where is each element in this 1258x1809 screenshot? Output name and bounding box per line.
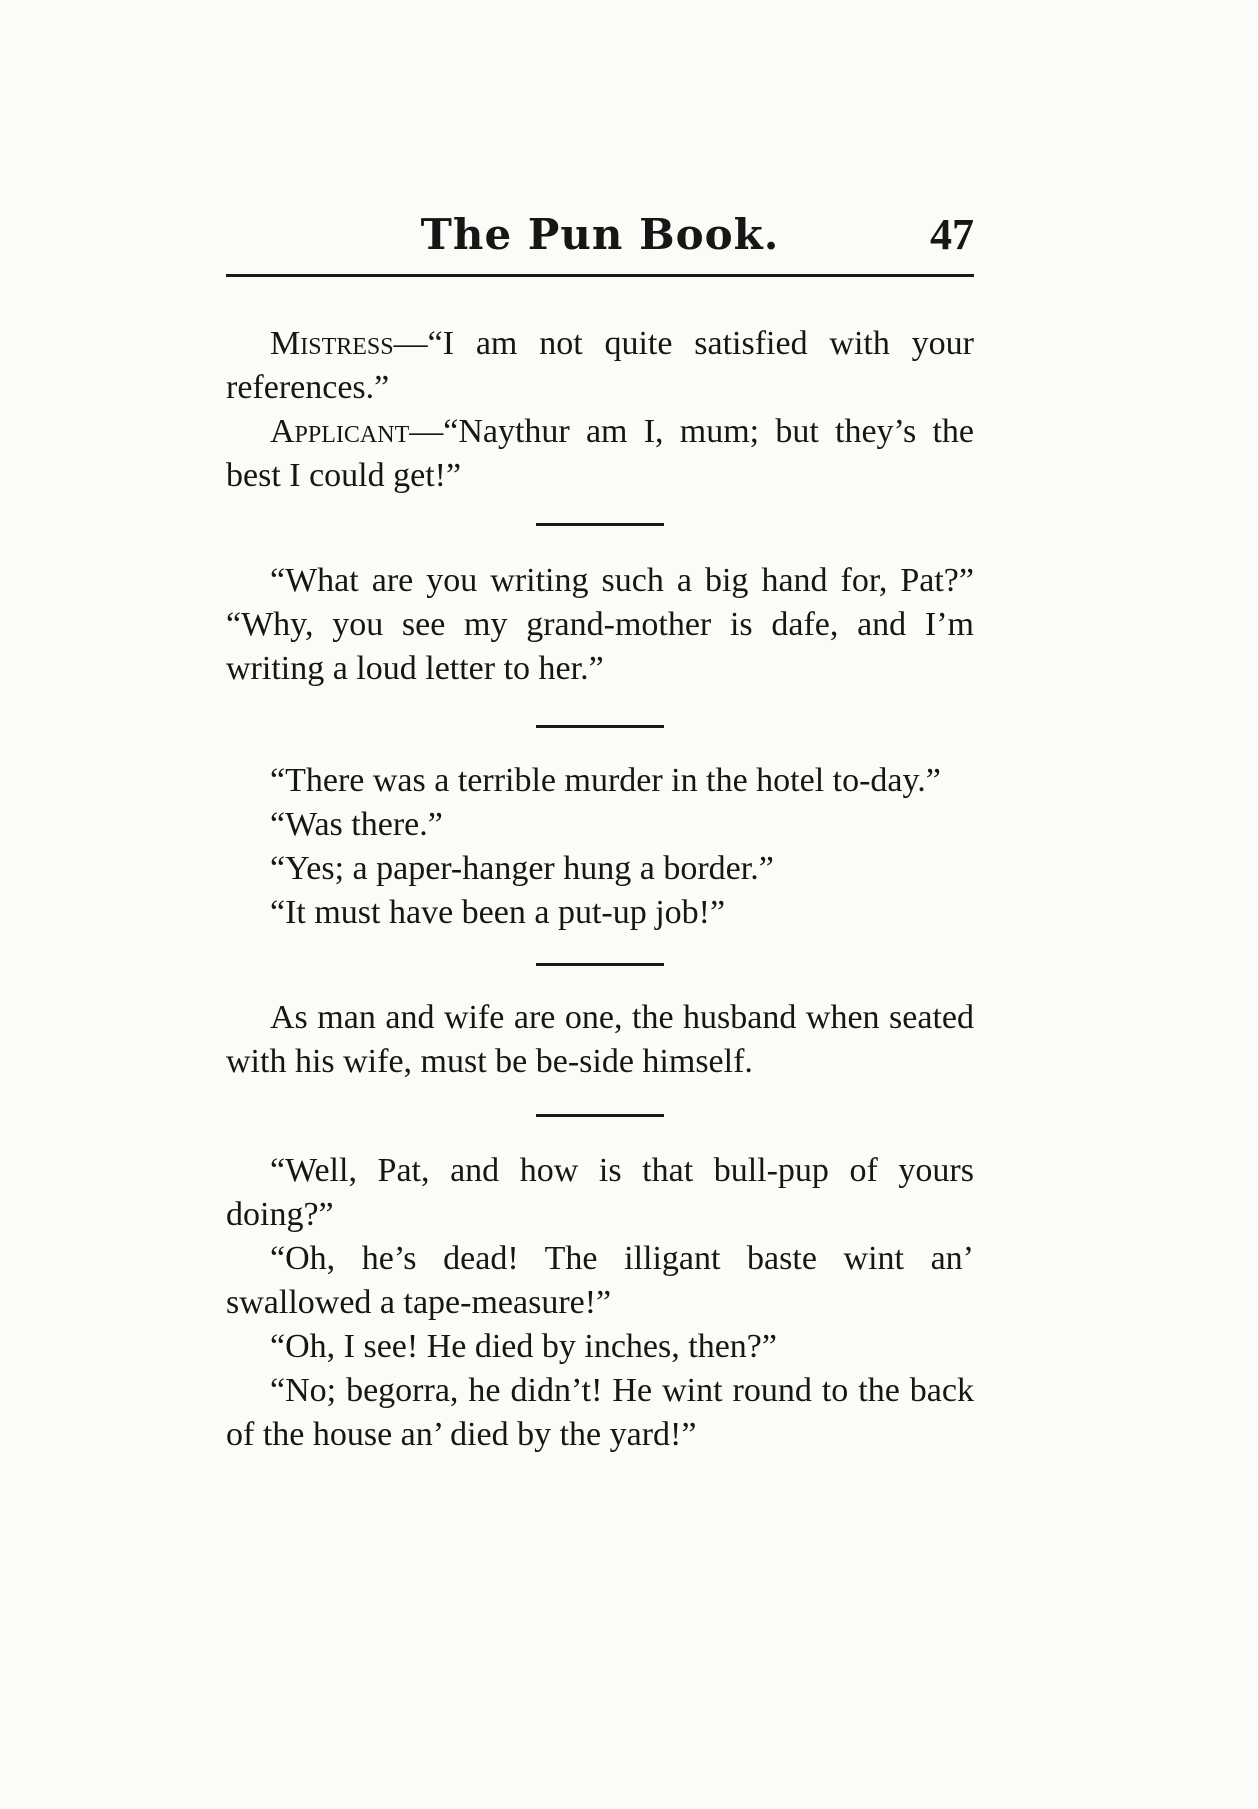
- page-number: 47: [930, 210, 974, 259]
- joke-line: “There was a terrible murder in the hotel to-day.”: [270, 762, 941, 799]
- joke-line: “Was there.”: [270, 806, 443, 843]
- joke-line: “Yes; a paper-hanger hung a border.”: [270, 850, 774, 887]
- joke-loud-letter: [226, 559, 974, 691]
- joke-line: “It must have been a put-up job!”: [270, 894, 726, 931]
- speaker-name: Mistress: [270, 325, 394, 362]
- header-rule: [226, 274, 974, 277]
- joke-line: [226, 322, 974, 410]
- joke-separator: [536, 1114, 664, 1117]
- line-text: —“I am not quite satisfied with your references.”: [226, 325, 974, 406]
- line-text: —“Naythur am I, mum; but they’s the best I could get!”: [226, 413, 974, 494]
- book-page: [226, 210, 974, 1453]
- joke-separator: [536, 963, 664, 966]
- joke-separator: [536, 725, 664, 728]
- speaker-name: Applicant: [270, 413, 410, 450]
- joke-line: [226, 410, 974, 498]
- joke-mistress-applicant: [226, 322, 974, 498]
- joke-line: “Oh, I see! He died by inches, then?”: [270, 1328, 777, 1365]
- joke-separator: [536, 523, 664, 526]
- joke-line: “Oh, he’s dead! The illigant baste wint an’ swallowed a tape-measure!”: [226, 1240, 974, 1321]
- joke-line: “Well, Pat, and how is that bull-pup of yours doing?”: [226, 1152, 974, 1233]
- joke-line: “No; begorra, he didn’t! He wint round to the back of the house an’ died by the yard!”: [226, 1372, 974, 1453]
- joke-paper-hanger: [226, 759, 974, 935]
- joke-bull-pup: [226, 1149, 974, 1457]
- page-content: [226, 322, 974, 1457]
- running-title: The Pun Book.: [420, 210, 780, 259]
- joke-line: “What are you writing such a big hand for, Pat?” “Why, you see my grand-mother is dafe, and I’m writing a loud letter to her.”: [226, 562, 974, 687]
- running-header: [226, 210, 974, 272]
- joke-husband-wife: [226, 996, 974, 1084]
- joke-line: As man and wife are one, the husband when seated with his wife, must be be-side himself.: [226, 999, 974, 1080]
